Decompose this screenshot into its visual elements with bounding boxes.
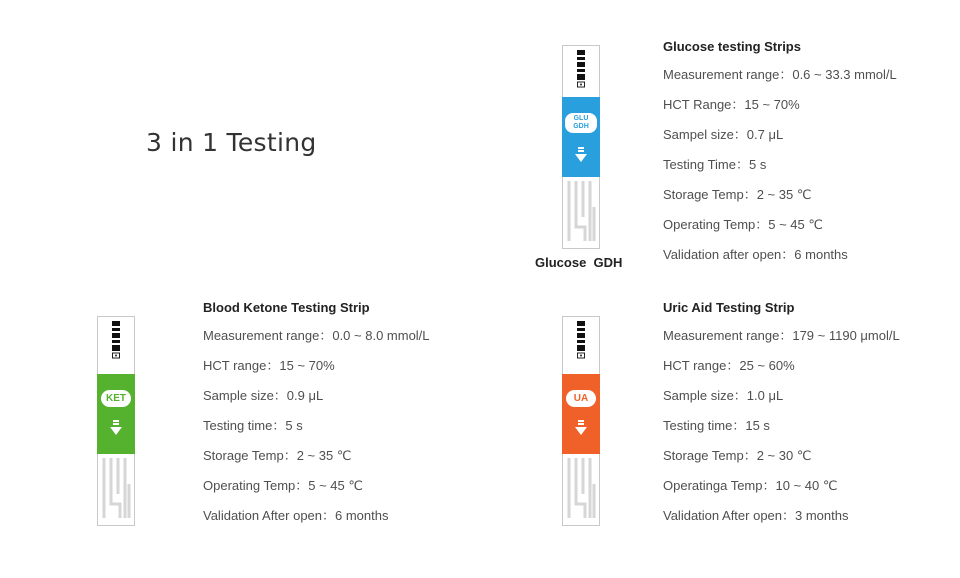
glucose-strip xyxy=(562,45,600,249)
down-arrow-icon xyxy=(574,147,588,163)
ketone-spec-line: Validation After open：6 months xyxy=(203,508,389,523)
glucose-spec-line: HCT Range：15 ~ 70% xyxy=(663,97,800,112)
uric-spec-line: HCT range：25 ~ 60% xyxy=(663,358,795,373)
electrode-pattern-icon xyxy=(98,454,134,524)
barcode-icon xyxy=(563,317,599,373)
glucose-spec-line: Measurement range：0.6 ~ 33.3 mmol/L xyxy=(663,67,897,82)
ketone-badge: KET xyxy=(101,390,131,407)
uric-spec-line: Validation After open：3 months xyxy=(663,508,849,523)
uric-strip xyxy=(562,316,600,526)
glucose-spec-line: Operating Temp：5 ~ 45 ℃ xyxy=(663,217,823,232)
uric-badge: UA xyxy=(566,390,596,407)
ketone-spec-line: HCT range：15 ~ 70% xyxy=(203,358,335,373)
ketone-spec-title: Blood Ketone Testing Strip xyxy=(203,300,370,315)
glucose-caption: Glucose GDH xyxy=(535,255,623,270)
uric-spec-line: Testing time：15 s xyxy=(663,418,770,433)
down-arrow-icon xyxy=(109,420,123,436)
barcode-icon xyxy=(563,46,599,96)
uric-spec-block xyxy=(663,299,900,536)
glucose-spec-line: Storage Temp：2 ~ 35 ℃ xyxy=(663,187,812,202)
electrode-pattern-icon xyxy=(563,454,599,524)
uric-strip-color-band xyxy=(562,374,600,454)
glucose-strip-color-band xyxy=(562,97,600,177)
glucose-spec-block xyxy=(663,38,897,275)
uric-spec-line: Operatinga Temp：10 ~ 40 ℃ xyxy=(663,478,838,493)
barcode-icon xyxy=(98,317,134,373)
down-arrow-icon xyxy=(574,420,588,436)
uric-spec-line: Storage Temp：2 ~ 30 ℃ xyxy=(663,448,812,463)
ketone-spec-line: Measurement range：0.0 ~ 8.0 mmol/L xyxy=(203,328,430,343)
ketone-spec-line: Testing time：5 s xyxy=(203,418,303,433)
glucose-spec-title: Glucose testing Strips xyxy=(663,39,801,54)
uric-spec-line: Measurement range：179 ~ 1190 μmol/L xyxy=(663,328,900,343)
glucose-badge xyxy=(565,113,597,133)
glucose-spec-line: Sampel size：0.7 μL xyxy=(663,127,784,142)
ketone-spec-line: Sample size：0.9 μL xyxy=(203,388,324,403)
uric-spec-line: Sample size：1.0 μL xyxy=(663,388,784,403)
electrode-pattern-icon xyxy=(563,177,599,247)
glucose-spec-line: Testing Time：5 s xyxy=(663,157,767,172)
glucose-spec-line: Validation after open：6 months xyxy=(663,247,848,262)
glucose-badge-line1: GLU xyxy=(573,115,589,122)
ketone-spec-line: Operating Temp：5 ~ 45 ℃ xyxy=(203,478,363,493)
ketone-spec-block xyxy=(203,299,430,536)
ketone-strip xyxy=(97,316,135,526)
page-title: 3 in 1 Testing xyxy=(146,128,317,157)
uric-spec-title: Uric Aid Testing Strip xyxy=(663,300,795,315)
ketone-spec-line: Storage Temp：2 ~ 35 ℃ xyxy=(203,448,352,463)
ketone-strip-color-band xyxy=(97,374,135,454)
glucose-badge-line2: GDH xyxy=(573,123,589,130)
